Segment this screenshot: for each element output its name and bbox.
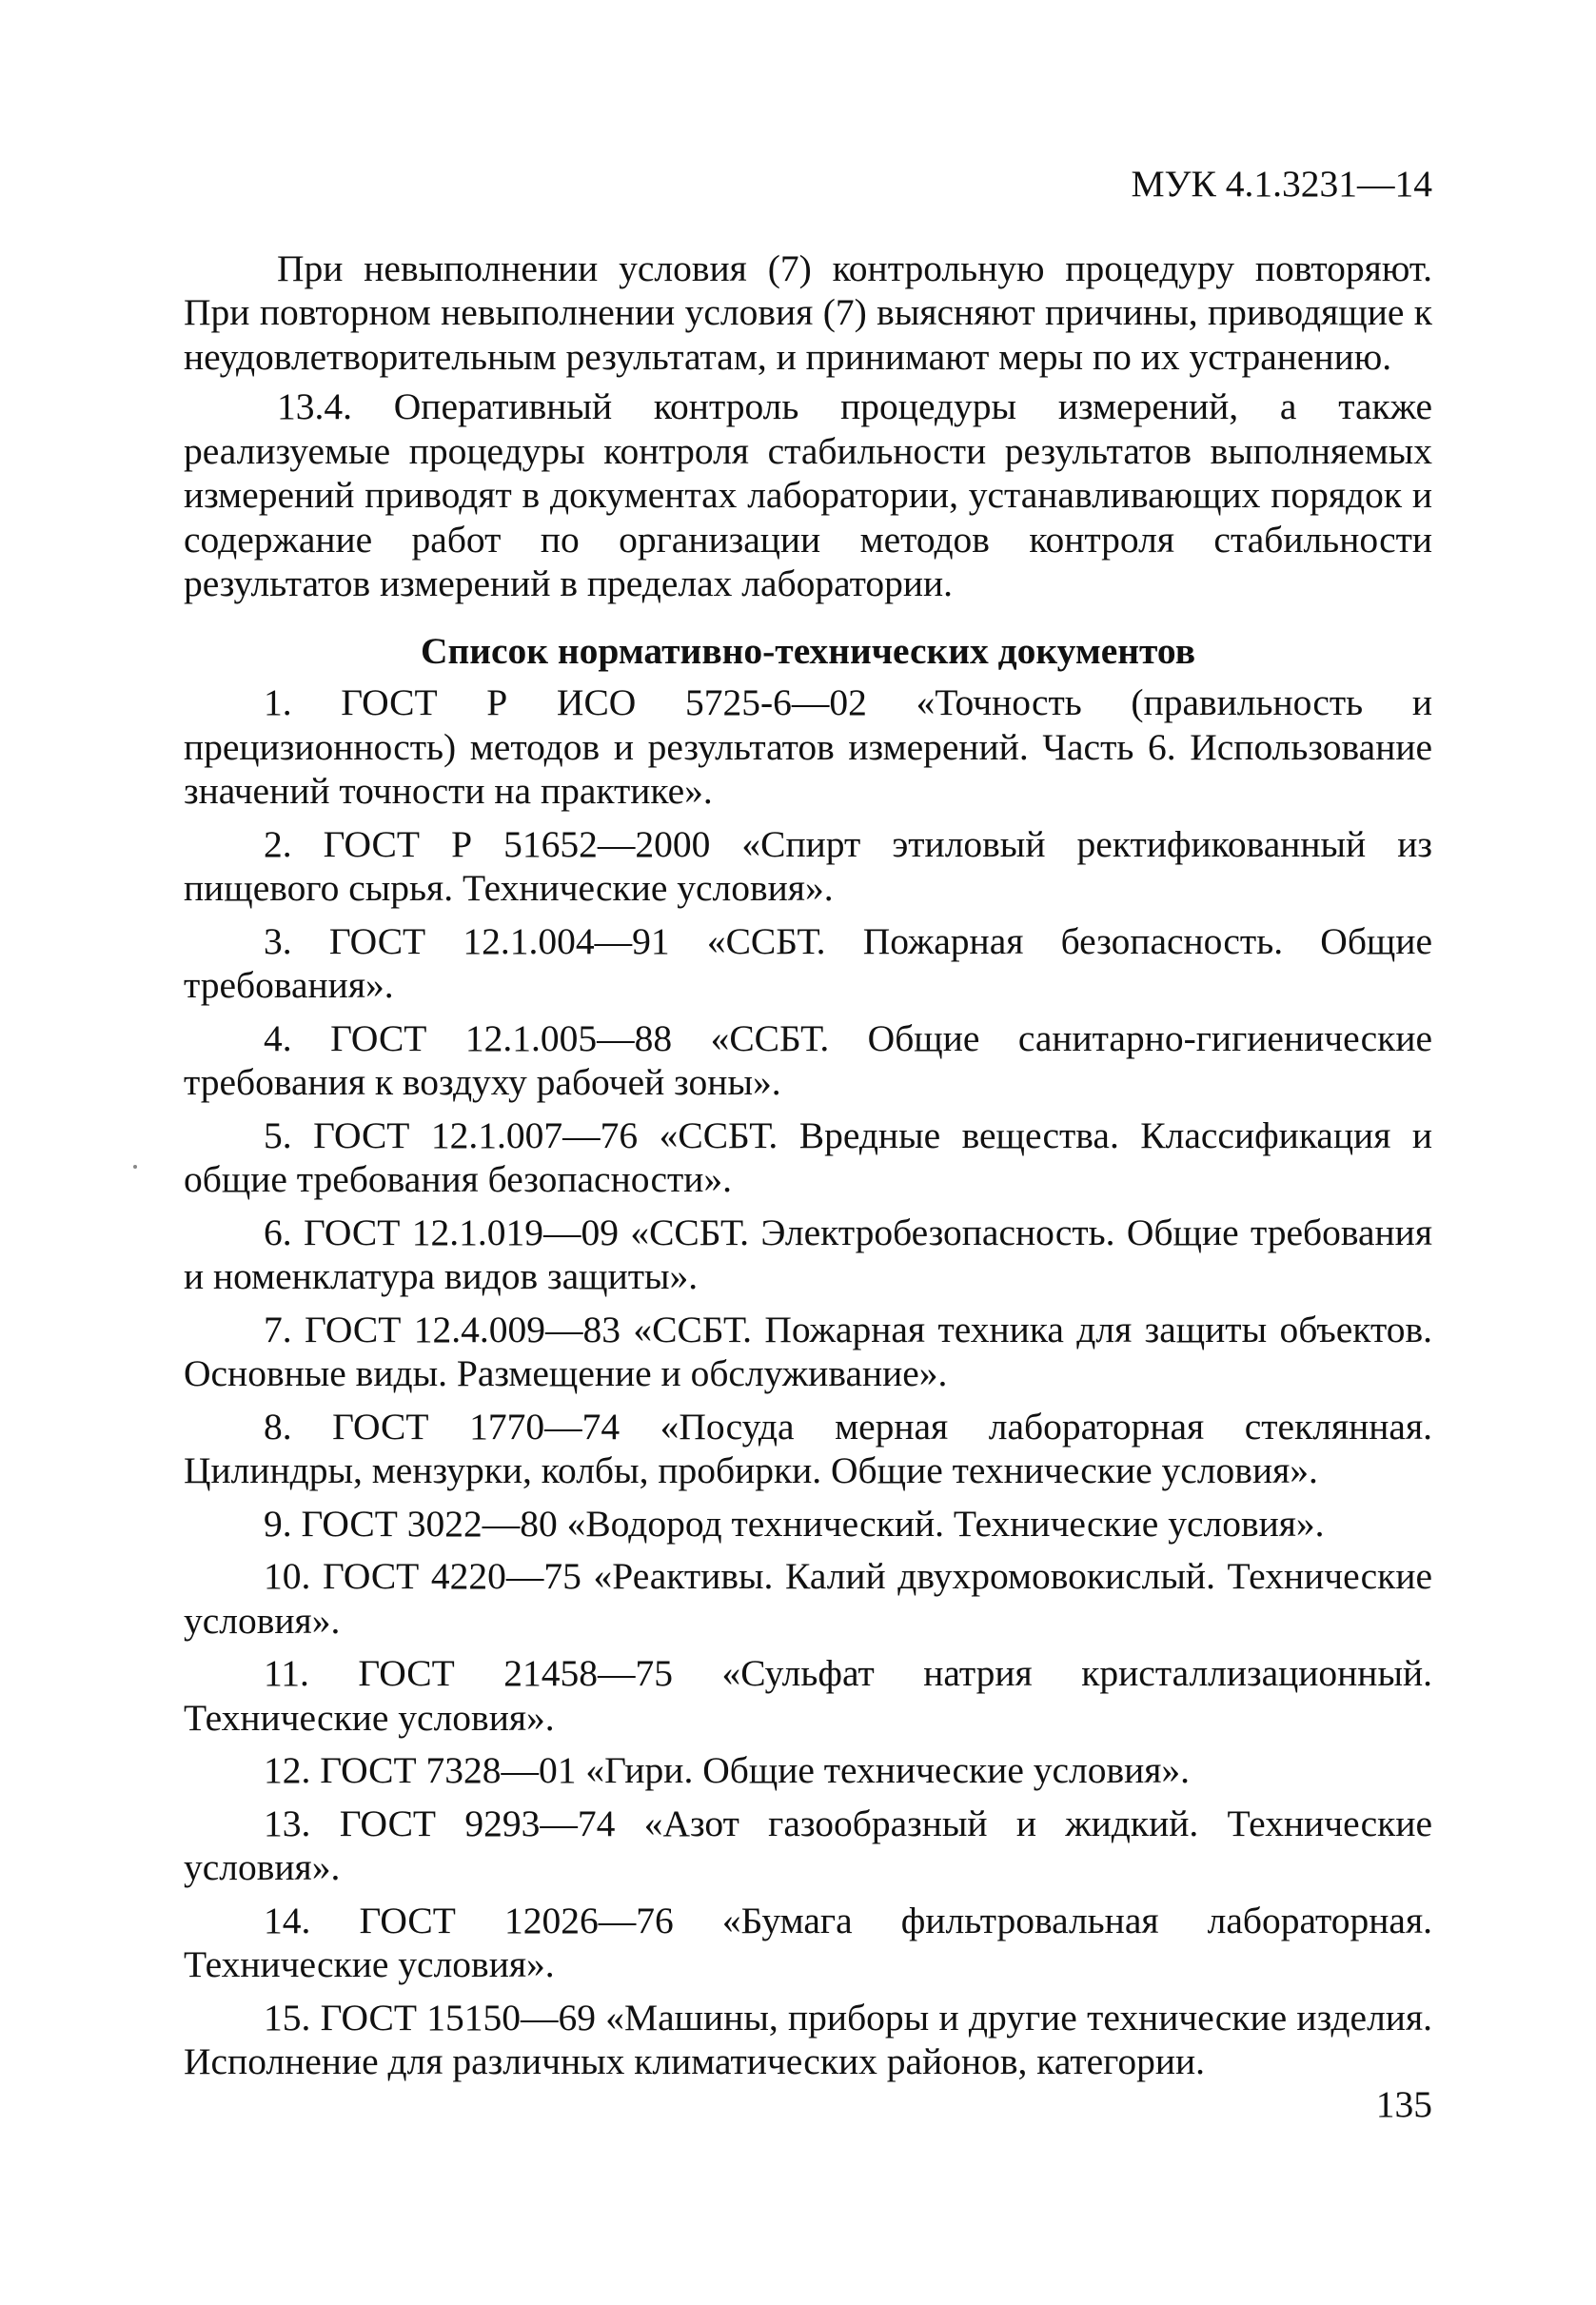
paragraph: 13.4. Оперативный контроль процедуры измерений, а также реализуемые процедуры контроля стабильности результатов выполняемых измерений приводят в документах лаборатории, устанавливающих порядок и содержание работ по организации методов контроля стабильности результатов измерений в пределах лаборатории. bbox=[184, 385, 1432, 604]
reference-item: 5. ГОСТ 12.1.007—76 «ССБТ. Вредные вещества. Классификация и общие требования безопасности». bbox=[184, 1113, 1432, 1200]
reference-item: 13. ГОСТ 9293—74 «Азот газообразный и жидкий. Технические условия». bbox=[184, 1802, 1432, 1888]
page-number: 135 bbox=[1375, 2083, 1432, 2125]
section-title: Список нормативно-технических документов bbox=[420, 629, 1196, 672]
reference-item: 9. ГОСТ 3022—80 «Водород технический. Технические условия». bbox=[264, 1502, 1325, 1545]
reference-item: 12. ГОСТ 7328—01 «Гири. Общие технические условия». bbox=[264, 1749, 1191, 1791]
reference-item: 2. ГОСТ Р 51652—2000 «Спирт этиловый ректификованный из пищевого сырья. Технические условия». bbox=[184, 822, 1432, 909]
reference-list bbox=[184, 680, 1432, 2084]
reference-item: 3. ГОСТ 12.1.004—91 «ССБТ. Пожарная безопасность. Общие требования». bbox=[184, 919, 1432, 1006]
reference-item: 15. ГОСТ 15150—69 «Машины, приборы и другие технические изделия. Исполнение для различных климатических районов, категории. bbox=[184, 1996, 1432, 2082]
reference-item: 8. ГОСТ 1770—74 «Посуда мерная лабораторная стеклянная. Цилиндры, мензурки, колбы, пробирки. Общие технические условия». bbox=[184, 1405, 1432, 1491]
reference-item: 4. ГОСТ 12.1.005—88 «ССБТ. Общие санитарно-гигиенические требования к воздуху рабочей зоны». bbox=[184, 1016, 1432, 1103]
scan-speck bbox=[133, 1165, 137, 1169]
reference-item: 7. ГОСТ 12.4.009—83 «ССБТ. Пожарная техника для защиты объектов. Основные виды. Размещение и обслуживание». bbox=[184, 1308, 1432, 1394]
reference-item: 11. ГОСТ 21458—75 «Сульфат натрия кристаллизационный. Технические условия». bbox=[184, 1652, 1432, 1739]
reference-item: 6. ГОСТ 12.1.019—09 «ССБТ. Электробезопасность. Общие требования и номенклатура видов защиты». bbox=[184, 1211, 1432, 1297]
document-page bbox=[184, 162, 1432, 2217]
running-head: МУК 4.1.3231—14 bbox=[1131, 163, 1432, 205]
paragraph: При невыполнении условия (7) контрольную процедуру повторяют. При повторном невыполнении условия (7) выясняют причины, приводящие к неудовлетворительным результатам, и принимают меры по их устранению. bbox=[184, 246, 1432, 378]
reference-item: 14. ГОСТ 12026—76 «Бумага фильтровальная лабораторная. Технические условия». bbox=[184, 1899, 1432, 1985]
reference-item: 1. ГОСТ Р ИСО 5725-6—02 «Точность (правильность и прецизионность) методов и результатов измерений. Часть 6. Использование значений точности на практике». bbox=[184, 681, 1432, 812]
reference-item: 10. ГОСТ 4220—75 «Реактивы. Калий двухромовокислый. Технические условия». bbox=[184, 1555, 1432, 1642]
